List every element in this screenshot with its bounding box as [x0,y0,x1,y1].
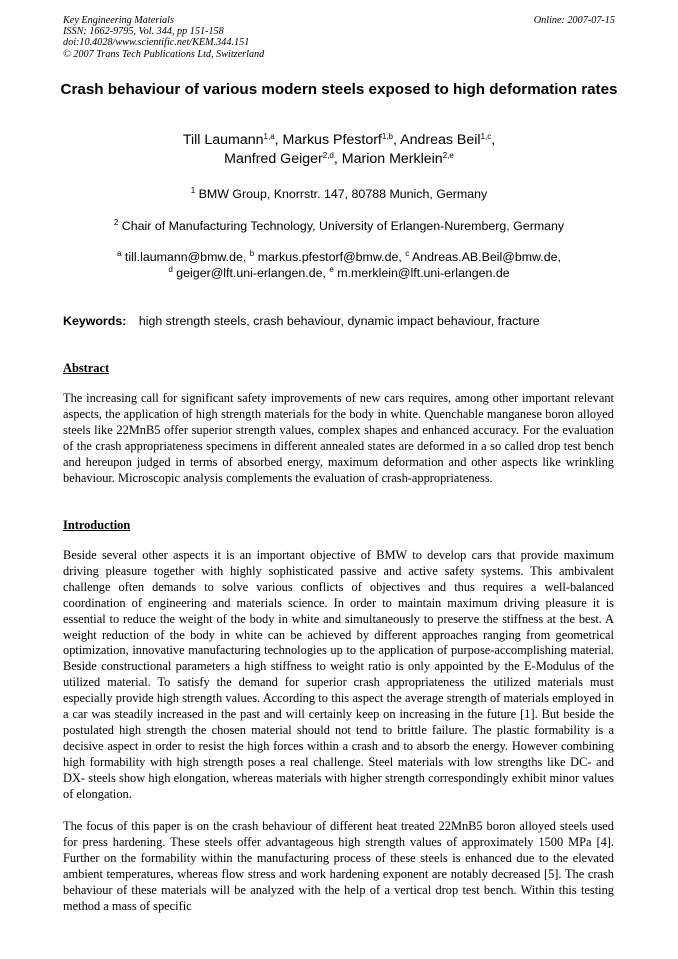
email-link[interactable]: markus.pfestorf@bmw.de, [257,250,402,264]
journal-issn: ISSN: 1662-9795, Vol. 344, pp 151-158 [63,26,224,38]
email-sup: b [249,249,255,258]
author-name: Markus Pfestorf [282,132,382,148]
keywords-text: high strength steels, crash behaviour, dynamic impact behaviour, fracture [138,314,540,328]
affiliation-text: Chair of Manufacturing Technology, University of Erlangen-Nuremberg, Germany [121,219,565,233]
keywords-label: Keywords: [63,314,127,328]
email-link[interactable]: m.merklein@lft.uni-erlangen.de [337,266,510,280]
email-link[interactable]: geiger@lft.uni-erlangen.de, [176,266,326,280]
author-name: Till Laumann [182,132,264,148]
author-affil-sup: 2,e [442,151,454,160]
keywords-line [63,313,623,329]
affiliation-sup: 2 [113,218,119,227]
abstract-heading: Abstract [63,361,110,375]
author-name: Marion Merklein [341,151,443,167]
affiliation-text: BMW Group, Knorrstr. 147, 80788 Munich, Germany [198,187,488,201]
author-name: Manfred Geiger [224,151,323,167]
journal-header [63,15,615,60]
email-sup: a [117,249,122,258]
author-affil-sup: 2,d [322,151,334,160]
journal-name: Key Engineering Materials [63,15,174,26]
email-link[interactable]: Andreas.AB.Beil@bmw.de, [412,250,561,264]
author-list: Till Laumann$^{1,a}$, Markus Pfestorf$^{1,b}$, Andreas Beil$^{1,c}$, Manfred Geiger$^{2,d}$, Marion Merklein$^{2,e}$ [182,132,496,167]
author-affil-sup: 1,c [480,132,492,141]
email-link[interactable]: till.laumann@bmw.de, [124,250,247,264]
introduction-paragraph-1: Beside several other aspects it is an important objective of BMW to develop cars that provide maximum driving pleasure together with highly sophisticated passive and active safety systems. This ambivalent challenge often demands to solve various conflicts of objectives and thus requires a well-balanced coordination of engineering and materials science. In order to maintain maximum driving pleasure it is essential to reduce the weight of the body in white and simultaneously to preserve the stiffness at the best. A weight reduction of the body in white can be achieved by different approaches ranging from geometrical optimization, innovative manufacturing technologies up to the application of purpose-accomplishing material. Beside constructional parameters a high stiffness to weight ratio is only appointed by the E-Modulus of the utilized material. To satisfy the demand for superior crash appropriateness the utilized materials must especially provide high strength values. According to this aspect the average strength of materials employed in a car was steadily increased in the past and will certainly keep on increasing in the future [1]. But beside the postulated high strength the chosen material should not tend to brittle failure. The plastic formability is a decisive aspect in order to resist the high forces within a crash and to absorb the energy. However combining high formability with high strength poses a real challenge. Steel materials with low strengths like DC- and DX- steels show high elongation, whereas materials with higher strength correspondingly exhibit minor values of elongation. [63,548,614,801]
affiliation-2 [40,218,638,234]
abstract-paragraph: The increasing call for significant safety improvements of new cars requires, among other important relevant aspects, the application of high strength materials for the body in white. Quenchable manganese boron alloyed steels like 22MnB5 offer superior strength values, complex shapes and enhanced accuracy. For the evaluation of the crash appropriateness specimens in different annealed states are deformed in a so called drop test bench and hereupon judged in terms of absorbed energy, maximum deformation and other aspects like wrinkling behaviour. Microscopic analysis complements the evaluation of crash-appropriateness. [63,391,614,485]
email-sup: d [168,265,173,274]
introduction-paragraph-2: The focus of this paper is on the crash behaviour of different heat treated 22MnB5 boron alloyed steels used for press hardening. These steels offer advantageous high strength values of approximately 1500 MPa [4]. Further on the formability within the manufacturing process of these steels is enhanced due to the elevated ambient temperatures, whereas flow stress and work hardening exponent are notably decreased [5]. The crash behaviour of these materials will be analyzed with the help of a vertical drop test bench. Within this testing method a mass of specific [63,819,614,913]
journal-copyright: © 2007 Trans Tech Publications Ltd, Switzerland [63,48,265,60]
email-sup: c [405,249,410,258]
author-affil-sup: 1,b [381,132,393,141]
affiliation-1 [40,186,638,202]
author-name: Andreas Beil [400,132,481,148]
email-list [40,249,638,281]
author-affil-sup: 1,a [263,132,275,141]
online-date: Online: 2007-07-15 [533,15,615,26]
affiliation-sup: 1 [190,186,196,195]
introduction-heading: Introduction [63,518,131,532]
email-sup: e [329,265,334,274]
journal-doi: doi:10.4028/www.scientific.net/KEM.344.151 [63,37,250,49]
paper-title: Crash behaviour of various modern steels exposed to high deformation rates [60,81,618,98]
